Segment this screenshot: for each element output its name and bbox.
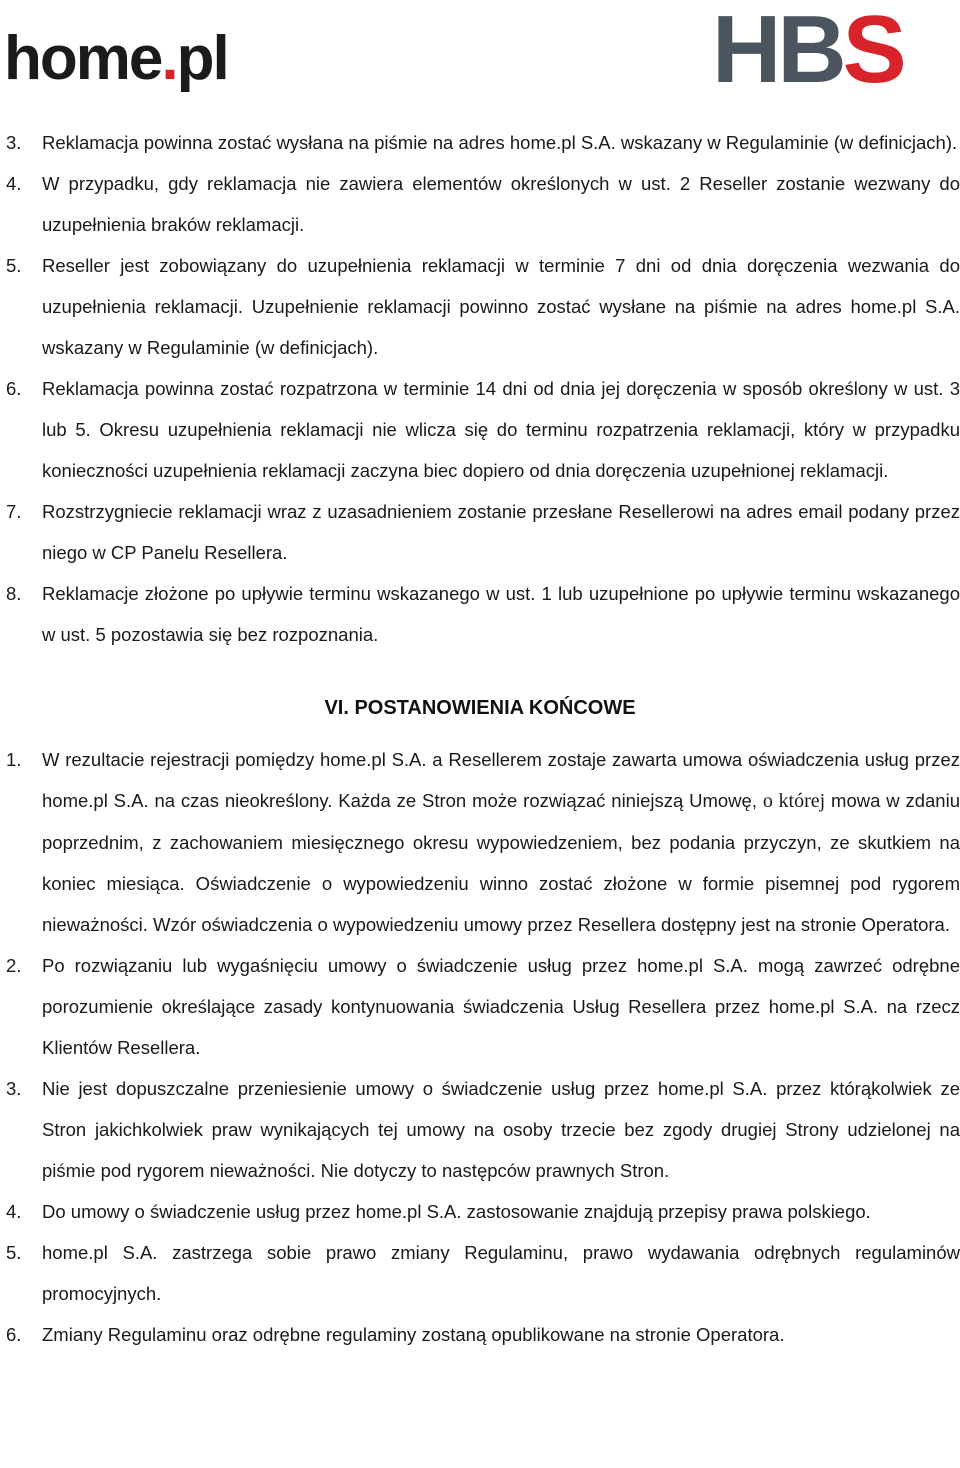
item-number: 4.	[6, 173, 22, 194]
item-number: 7.	[6, 501, 22, 522]
list-item	[0, 945, 960, 1068]
list-item	[0, 1314, 960, 1355]
item-number: 8.	[6, 583, 22, 604]
list-item	[0, 573, 960, 655]
list-item	[0, 245, 960, 368]
item-text: Zmiany Regulaminu oraz odrębne regulaminy zostaną opublikowane na stronie Operatora.	[42, 1324, 785, 1345]
item-text: Do umowy o świadczenie usług przez home.pl S.A. zastosowanie znajdują przepisy prawa polskiego.	[42, 1201, 871, 1222]
item-text: Reklamacja powinna zostać wysłana na piśmie na adres home.pl S.A. wskazany w Regulaminie (w definicjach).	[42, 132, 958, 153]
item-text: home.pl S.A. zastrzega sobie prawo zmiany Regulaminu, prawo wydawania odrębnych regulaminów promocyjnych.	[42, 1242, 960, 1304]
page-header	[0, 0, 960, 110]
item-text: Reklamacja powinna zostać rozpatrzona w terminie 14 dni od dnia jej doręczenia w sposób określony w ust. 3 lub 5. Okresu uzupełnienia reklamacji nie wlicza się do terminu rozpatrzenia reklamacji, który w przypadku konieczności uzupełnienia reklamacji zaczyna biec dopiero od dnia doręczenia uzupełnionej reklamacji.	[42, 378, 960, 481]
document-body	[0, 122, 960, 1355]
item-text: W przypadku, gdy reklamacja nie zawiera elementów określonych w ust. 2 Reseller zostanie wezwany do uzupełnienia braków reklamacji.	[42, 173, 960, 235]
list-item	[0, 491, 960, 573]
item-text: Reseller jest zobowiązany do uzupełnienia reklamacji w terminie 7 dni od dnia doręczenia wezwania do uzupełnienia reklamacji. Uzupełnienie reklamacji powinno zostać wysłane na piśmie na adres home.pl S.A. wskazany w Regulaminie (w definicjach).	[42, 255, 960, 358]
complaint-list	[0, 122, 960, 655]
list-item	[0, 368, 960, 491]
item-text: mowa w zdaniu poprzednim, z zachowaniem miesięcznego okresu wypowiedzeniem, bez podania przyczyn, ze skutkiem na koniec miesiąca. Oświadczenie o wypowiedzeniu winno zostać złożone w formie pisemnej pod rygorem nieważności. Wzór oświadczenia o wypowiedzeniu umowy przez Resellera dostępny jest na stronie Operatora.	[42, 790, 960, 935]
item-number: 6.	[6, 378, 22, 399]
list-item	[0, 122, 960, 163]
list-item	[0, 1191, 960, 1232]
item-text: Po rozwiązaniu lub wygaśnięciu umowy o świadczenie usług przez home.pl S.A. mogą zawrzeć odrębne porozumienie określające zasady kontynuowania świadczenia Usług Resellera przez home.pl S.A. na rzecz Klientów Resellera.	[42, 955, 960, 1058]
item-number: 5.	[6, 1242, 22, 1263]
list-item	[0, 1068, 960, 1191]
final-provisions-list	[0, 739, 960, 1355]
item-text-serif: o której	[762, 790, 826, 812]
list-item	[0, 739, 960, 945]
item-number: 5.	[6, 255, 22, 276]
hbs-logo: HBS	[712, 0, 903, 103]
list-item	[0, 1232, 960, 1314]
item-number: 3.	[6, 1078, 22, 1099]
item-number: 3.	[6, 132, 22, 153]
item-number: 2.	[6, 955, 22, 976]
home-pl-logo: home.pl	[4, 24, 228, 93]
item-text: Rozstrzygniecie reklamacji wraz z uzasadnieniem zostanie przesłane Resellerowi na adres email podany przez niego w CP Panelu Resellera.	[42, 501, 960, 563]
item-number: 4.	[6, 1201, 22, 1222]
item-number: 1.	[6, 749, 22, 770]
item-text: Reklamacje złożone po upływie terminu wskazanego w ust. 1 lub uzupełnione po upływie terminu wskazanego w ust. 5 pozostawia się bez rozpoznania.	[42, 583, 960, 645]
list-item	[0, 163, 960, 245]
item-text: W rezultacie rejestracji pomiędzy home.pl S.A. a Resellerem zostaje zawarta umowa oświadczenia usług przez home.pl S.A. na czas nieokreślony. Każda ze Stron może rozwiązać niniejszą Umowę,	[42, 749, 960, 811]
item-number: 6.	[6, 1324, 22, 1345]
item-text: Nie jest dopuszczalne przeniesienie umowy o świadczenie usług przez home.pl S.A. przez którąkolwiek ze Stron jakichkolwiek praw wynikających tej umowy na osoby trzecie bez zgody drugiej Strony udzielonej na piśmie pod rygorem nieważności. Nie dotyczy to następców prawnych Stron.	[42, 1078, 960, 1181]
section-heading: VI. POSTANOWIENIA KOŃCOWE	[324, 697, 636, 719]
